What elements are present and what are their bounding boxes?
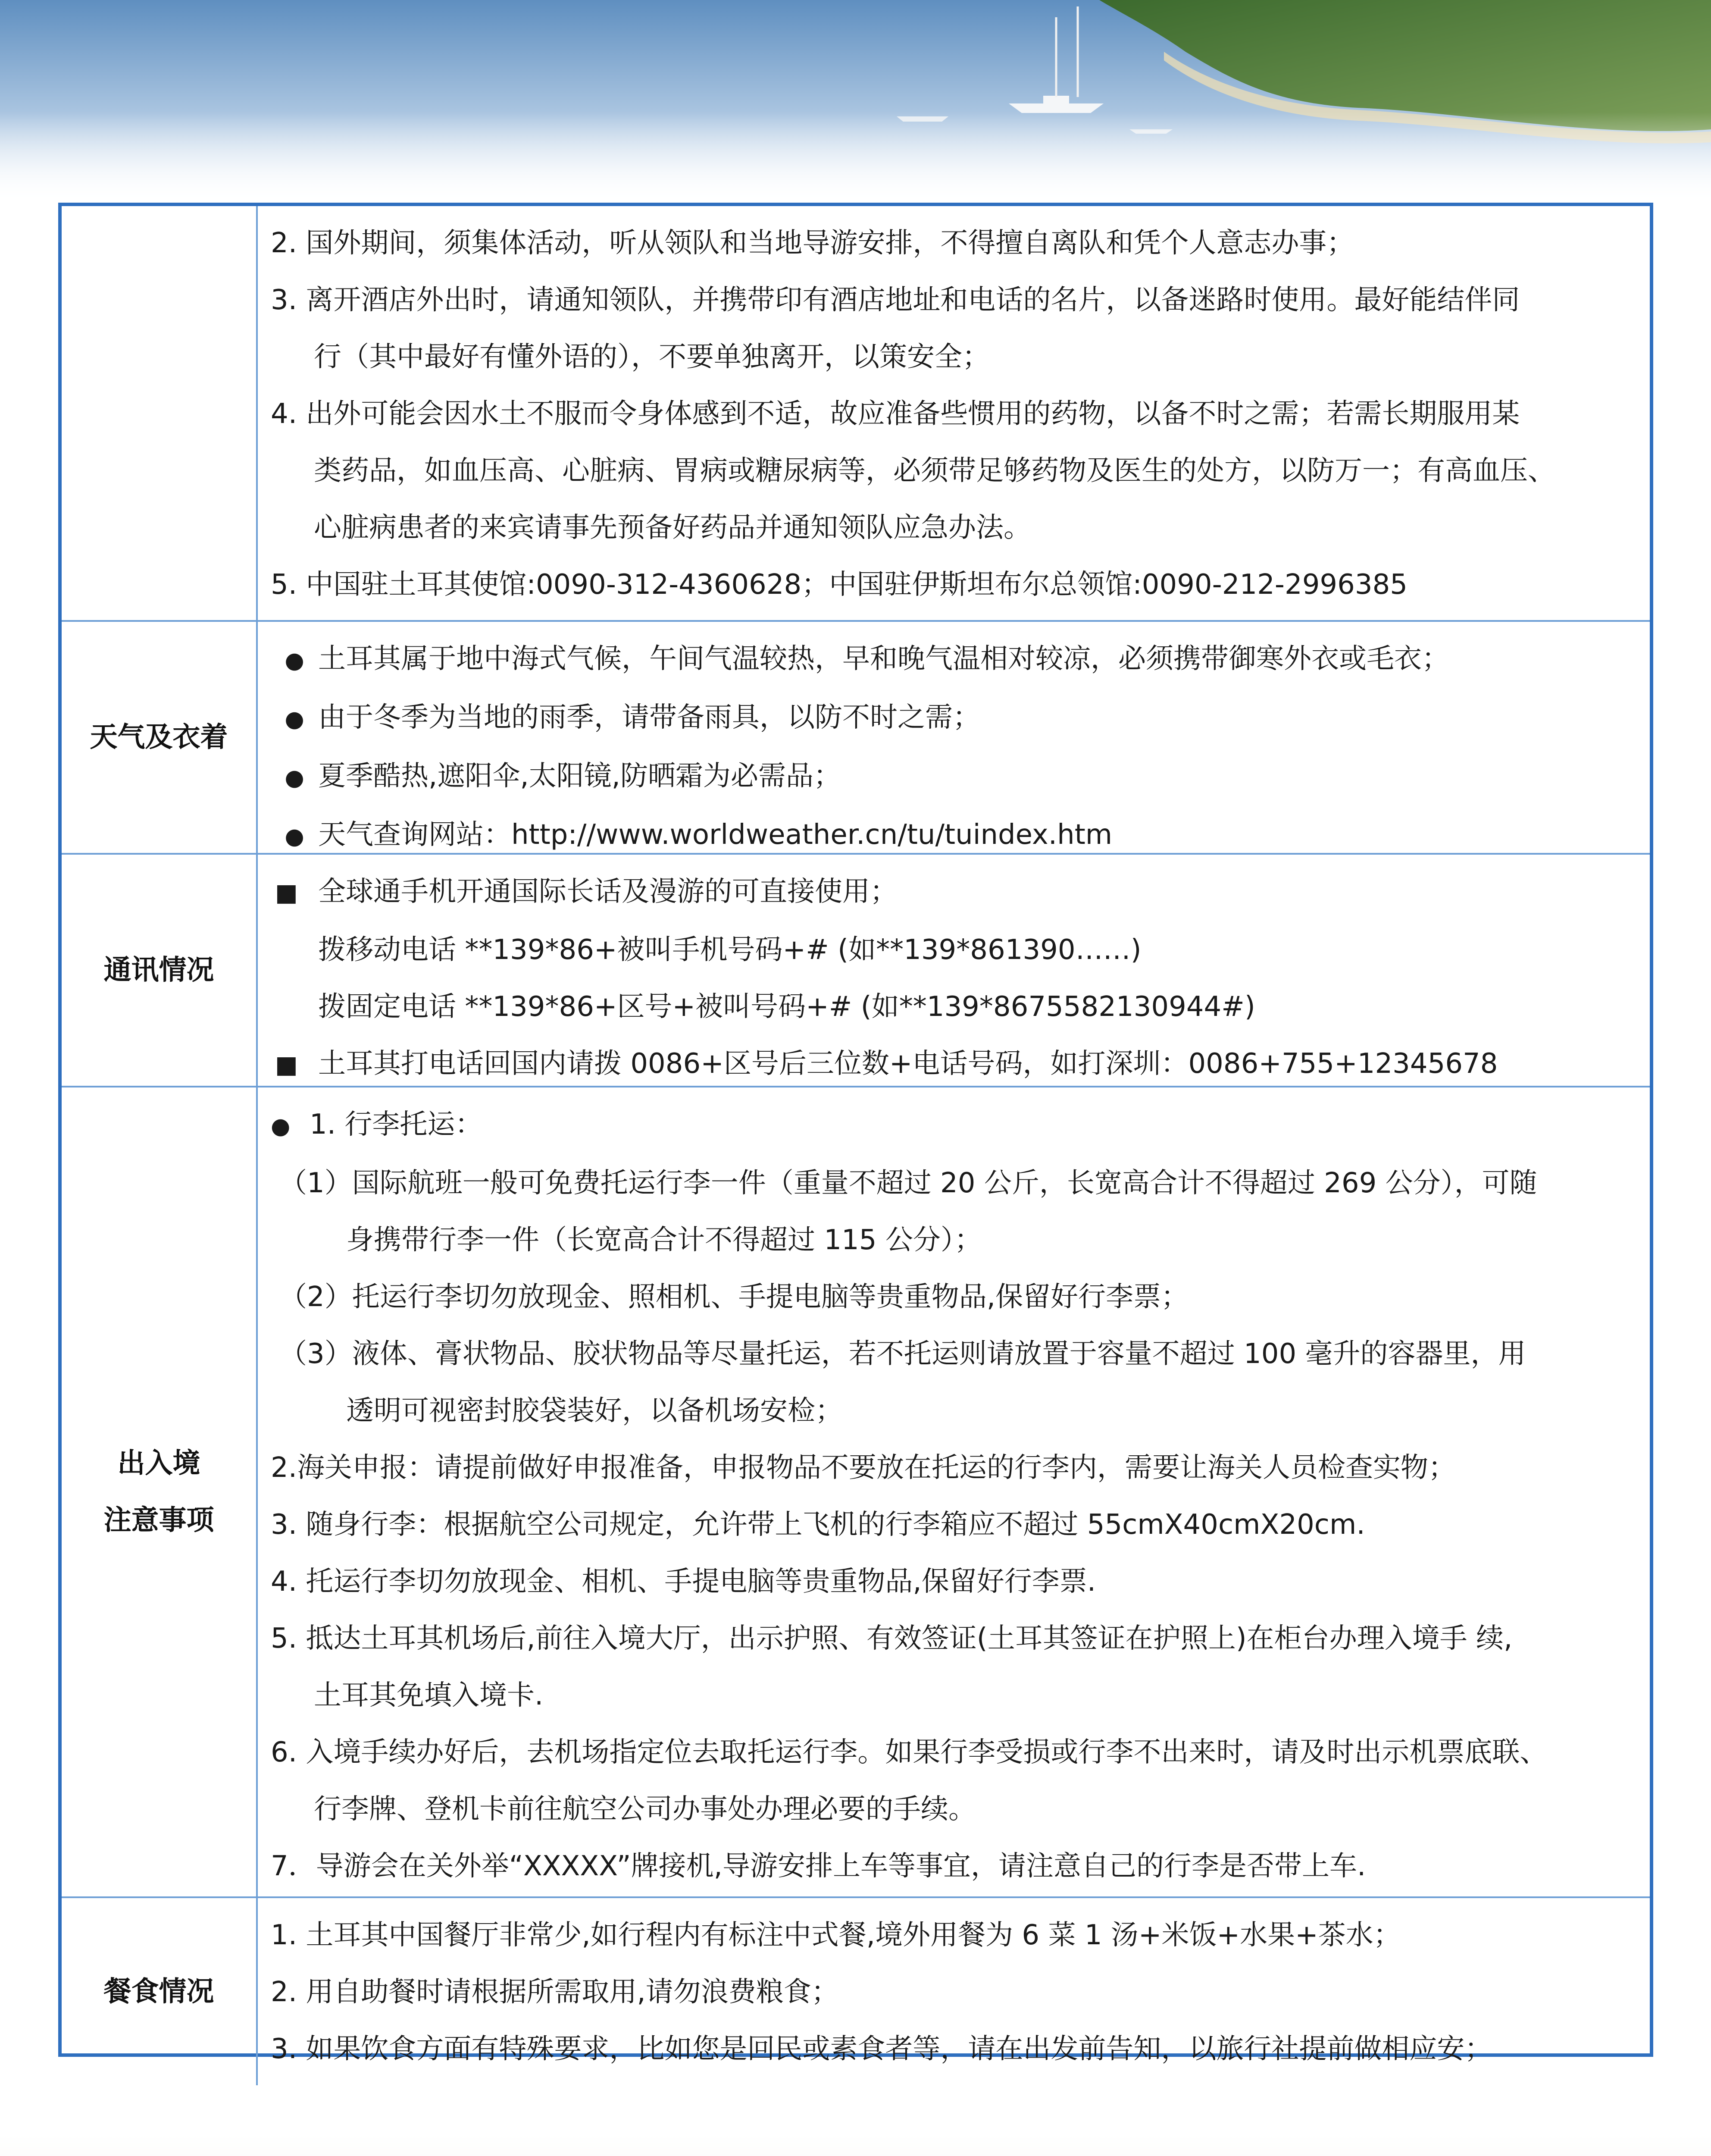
- safety-note-3-cont: 行（其中最好有懂外语的），不要单独离开，以策安全；: [314, 341, 990, 373]
- top-banner-image: [0, 0, 1711, 203]
- baggage-rule-1-cont: 身携带行李一件（长宽高合计不得超过 115 公分）；: [346, 1224, 982, 1256]
- checked-baggage-valuables: 4. 托运行李切勿放现金、相机、手提电脑等贵重物品,保留好行李票.: [271, 1566, 1096, 1598]
- meals-content: [258, 1898, 1650, 2085]
- communication-content: [258, 855, 1650, 1086]
- baggage-claim-cont: 行李牌、登机卡前往航空公司办事处办理必要的手续。: [314, 1793, 976, 1825]
- baggage-rule-1: （1）国际航班一般可免费托运行李一件（重量不超过 20 公斤，长宽高合计不得超过 269 公分），可随: [279, 1167, 1537, 1199]
- communication-item-text: 全球通手机开通国际长话及漫游的可直接使用；: [318, 876, 898, 908]
- baggage-rule-3-cont: 透明可视密封胶袋装好，以备机场安检；: [346, 1395, 843, 1427]
- communication-item-text: 土耳其打电话回国内请拨 0086+区号后三位数+电话号码，如打深圳：0086+755+12345678: [318, 1048, 1498, 1080]
- bullet-dot-icon: ●: [285, 765, 304, 791]
- weather-item-text: 夏季酷热,遮阳伞,太阳镜,防晒霜为必需品；: [318, 760, 841, 792]
- entry-exit-row: [62, 1086, 1650, 1896]
- meals-label: 餐食情况: [62, 1898, 258, 2085]
- entry-exit-label-line1: 出入境: [117, 1448, 200, 1479]
- guide-pickup: 7．导游会在关外举“XXXXX”牌接机,导游安排上车等事宜，请注意自己的行李是否带上车.: [271, 1850, 1366, 1882]
- weather-item-text: 由于冬季为当地的雨季，请带备雨具，以防不时之需；: [318, 702, 980, 733]
- weather-label: 天气及衣着: [62, 622, 258, 853]
- bullet-square-icon: ■: [275, 1051, 298, 1079]
- entry-exit-label: [62, 1087, 258, 1896]
- bullet-dot-icon: ●: [285, 648, 304, 674]
- meals-note-2: 2. 用自助餐时请根据所需取用,请勿浪费粮食；: [271, 1976, 839, 2008]
- customs-declaration: 2.海关申报：请提前做好申报准备，申报物品不要放在托运的行李内，需要让海关人员检查实物；: [271, 1452, 1456, 1484]
- safety-row: [62, 206, 1650, 620]
- safety-note-2: 2. 国外期间，须集体活动，听从领队和当地导游安排，不得擅自离队和凭个人意志办事；: [271, 227, 1354, 259]
- communication-item: [271, 1035, 1637, 1094]
- communication-row: [62, 853, 1650, 1086]
- bullet-dot-icon: ●: [285, 824, 304, 849]
- safety-note-3: 3. 离开酒店外出时，请通知领队，并携带印有酒店地址和电话的名片，以备迷路时使用。最好能结伴同: [271, 284, 1520, 316]
- arrival-immigration-cont: 土耳其免填入境卡.: [314, 1680, 544, 1711]
- communication-mobile-dial: 拨移动电话 **139*86+被叫手机号码+# (如**139*861390……): [318, 934, 1142, 966]
- weather-item-text: 土耳其属于地中海式气候，午间气温较热，早和晚气温相对较凉，必须携带御寒外衣或毛衣；: [318, 643, 1449, 675]
- baggage-claim: 6. 入境手续办好后，去机场指定位去取托运行李。如果行李受损或行李不出来时，请及时出示机票底联、: [271, 1736, 1548, 1768]
- entry-exit-content: [258, 1087, 1650, 1896]
- communication-landline-dial: 拨固定电话 **139*86+区号+被叫号码+# (如**139*8675582130944#): [318, 991, 1255, 1023]
- weather-row: [62, 620, 1650, 853]
- baggage-rule-2: （2）托运行李切勿放现金、照相机、手提电脑等贵重物品,保留好行李票；: [279, 1281, 1189, 1313]
- communication-label: 通讯情况: [62, 855, 258, 1086]
- meals-row: [62, 1896, 1650, 2085]
- bottom-banner-image: [0, 2134, 1711, 2156]
- entry-exit-label-line2: 注意事项: [103, 1504, 214, 1536]
- weather-item: [271, 748, 1637, 806]
- safety-note-4-cont: 类药品，如血压高、心脏病、胃病或糖尿病等，必须带足够药物及医生的处方，以防万一；有高血压、: [314, 455, 1555, 487]
- baggage-rule-3: （3）液体、膏状物品、胶状物品等尽量托运，若不托运则请放置于容量不超过 100 毫升的容器里，用: [279, 1338, 1526, 1370]
- meals-note-1: 1. 土耳其中国餐厅非常少,如行程内有标注中式餐,境外用餐为 6 菜 1 汤+米饭+水果+茶水；: [271, 1919, 1401, 1951]
- weather-item: [271, 689, 1637, 748]
- bullet-dot-icon: ●: [271, 1113, 291, 1139]
- bullet-dot-icon: ●: [285, 706, 304, 732]
- safety-row-content: [258, 206, 1650, 620]
- bullet-square-icon: ■: [275, 879, 298, 907]
- weather-content: [258, 622, 1650, 853]
- safety-note-5-embassy: 5. 中国驻土耳其使馆:0090-312-4360628；中国驻伊斯坦布尔总领馆:0090-212-2996385: [271, 569, 1408, 601]
- weather-url-text: 天气查询网站：http://www.worldweather.cn/tu/tuindex.htm: [318, 819, 1113, 851]
- safety-row-label: [62, 206, 258, 620]
- travel-info-table: [58, 203, 1653, 2065]
- meals-note-3: 3. 如果饮食方面有特殊要求，比如您是回民或素食者等，请在出发前告知，以旅行社提前做相应安；: [271, 2033, 1492, 2065]
- communication-item: [271, 863, 1637, 921]
- carry-on-baggage: 3. 随身行李：根据航空公司规定，允许带上飞机的行李箱应不超过 55cmX40cmX20cm.: [271, 1509, 1365, 1541]
- safety-note-4: 4. 出外可能会因水土不服而令身体感到不适，故应准备些惯用的药物，以备不时之需；若需长期服用某: [271, 398, 1520, 430]
- weather-item: [271, 630, 1637, 689]
- safety-note-4-cont-2: 心脏病患者的来宾请事先预备好药品并通知领队应急办法。: [314, 512, 1031, 544]
- baggage-title-text: 1. 行李托运：: [310, 1109, 483, 1141]
- arrival-immigration: 5. 抵达土耳其机场后,前往入境大厅，出示护照、有效签证(土耳其签证在护照上)在柜台办理入境手 续,: [271, 1623, 1513, 1655]
- baggage-title: [271, 1096, 1637, 1155]
